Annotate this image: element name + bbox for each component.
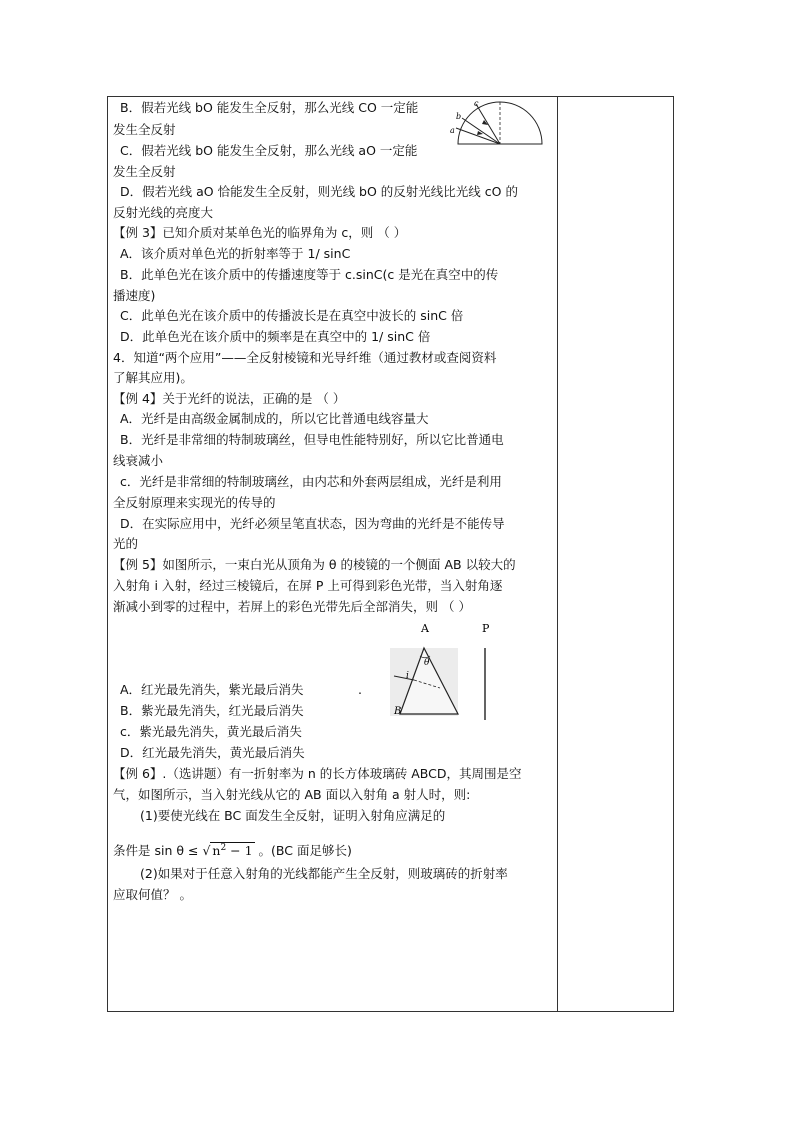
text-line: 应取何值？ 。 [113,887,192,902]
text-line: 了解其应用)。 [113,370,193,385]
label-c: c [474,99,479,108]
label-A: A [421,622,429,635]
sqrt-sign: √ [202,843,211,859]
example-4-heading: 【例 4】关于光纤的说法，正确的是 （ ） [113,391,346,406]
formula-suffix: 。(BC 面足够长) [254,843,352,859]
sqrt-radicand [210,842,254,858]
text-line: D．红光最先消失，黄光最后消失 [120,745,305,760]
radicand-base: n [212,843,221,859]
text-line: A．该介质对单色光的折射率等于 1/ sinC [120,246,351,261]
text-line: 线衰减小 [113,453,164,468]
stray-dot: . [358,682,362,697]
label-P: P [482,622,490,635]
label-a: a [450,126,455,135]
ray-b [462,118,500,144]
text-line: c．紫光最先消失，黄光最后消失 [120,724,302,739]
text-line: 光的 [113,536,139,551]
condition-formula [113,838,352,861]
semicircle-figure [448,98,546,150]
label-b: b [456,112,462,121]
text-line: D．假若光线 aO 恰能发生全反射，则光线 bO 的反射光线比光线 cO 的 [120,184,518,199]
text-line: C．此单色光在该介质中的传播波长是在真空中波长的 sinC 倍 [120,308,464,323]
radicand-tail: − 1 [226,843,253,859]
text-line: 播速度) [113,288,156,303]
label-i: i [406,671,409,681]
text-line: B．假若光线 bO 能发生全反射，那么光线 CO 一定能 [120,100,419,115]
text-line: 发生全反射 [113,122,176,137]
label-theta: θ [424,658,430,668]
text-line: D．在实际应用中，光纤必须呈笔直状态，因为弯曲的光纤是不能传导 [120,516,505,531]
example-3-heading: 【例 3】已知介质对某单色光的临界角为 c，则 （ ） [113,225,407,240]
text-line: (2)如果对于任意入射角的光线都能产生全反射，则玻璃砖的折射率 [140,866,508,881]
example-5-heading: 【例 5】如图所示，一束白光从顶角为 θ 的棱镜的一个侧面 AB 以较大的 [113,557,516,572]
label-B: B [394,706,402,717]
text-line: D．此单色光在该介质中的频率是在真空中的 1/ sinC 倍 [120,329,431,344]
text-line: 4．知道“两个应用”——全反射棱镜和光导纤维（通过教材或查阅资料 [113,350,497,365]
text-line: 入射角 i 入射，经过三棱镜后，在屏 P 上可得到彩色光带，当入射角逐 [113,578,503,593]
ray-a [456,128,500,144]
text-line: 渐减小到零的过程中，若屏上的彩色光带先后全部消失，则 （ ） [113,599,471,614]
text-line: 反射光线的亮度大 [113,205,214,220]
text-line: B．光纤是非常细的特制玻璃丝，但导电性能特别好，所以它比普通电 [120,432,504,447]
formula-prefix: 条件是 sin θ ≤ [113,843,203,859]
text-line: c．光纤是非常细的特制玻璃丝，由内芯和外套两层组成，光纤是利用 [120,474,502,489]
text-line: (1)要使光线在 BC 面发生全反射，证明入射角应满足的 [140,808,446,823]
text-line: 气，如图所示，当入射光线从它的 AB 面以入射角 a 射人时，则: [113,787,471,802]
text-line: A．红光最先消失，紫光最后消失 [120,682,304,697]
ray-c [476,104,500,144]
prism-figure [384,618,504,724]
table-column-divider [557,96,558,1012]
radicand-exponent: 2 [220,843,227,853]
text-line: 发生全反射 [113,164,176,179]
text-line: A．光纤是由高级金属制成的，所以它比普通电线容量大 [120,411,429,426]
text-line: C．假若光线 bO 能发生全反射，那么光线 aO 一定能 [120,143,418,158]
example-6-heading: 【例 6】.（选讲题）有一折射率为 n 的长方体玻璃砖 ABCD，其周围是空 [113,766,522,781]
text-line: 全反射原理来实现光的传导的 [113,495,276,510]
text-line: B．此单色光在该介质中的传播速度等于 c.sinC(c 是光在真空中的传 [120,267,499,282]
text-line: B．紫光最先消失，红光最后消失 [120,703,304,718]
